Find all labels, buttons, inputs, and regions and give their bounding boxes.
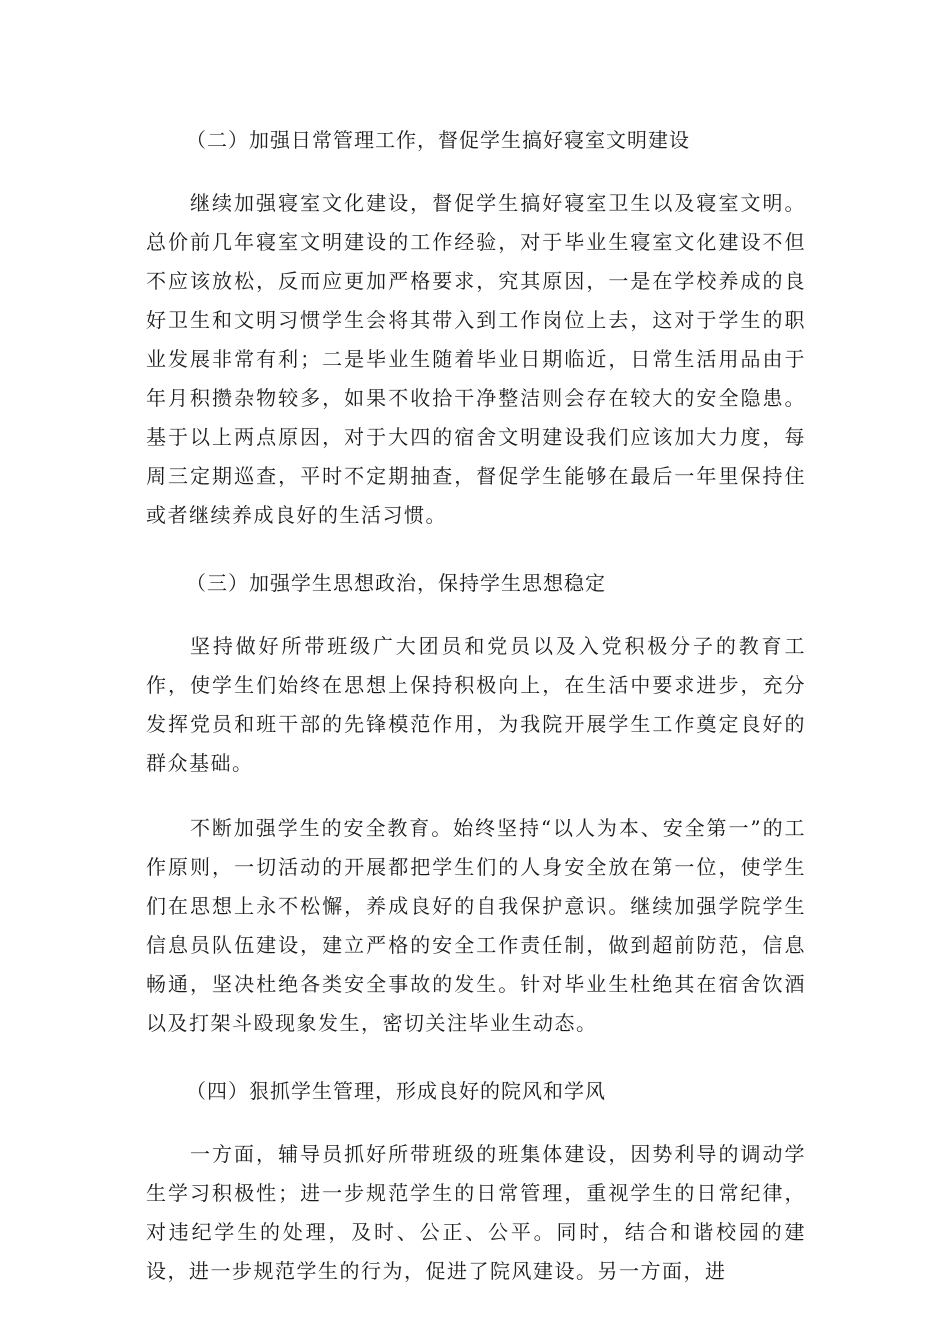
paragraph-student-management: 一方面，辅导员抓好所带班级的班集体建设，因势利导的调动学生学习积极性；进一步规范学生的日常管理，重视学生的日常纪律，对违纪学生的处理，及时、公正、公平。同时，结合和谐校园的建设，进一步规范学生的行为，促进了院风建设。另一方面，进 <box>146 1142 806 1283</box>
section-heading-4: （四）狠抓学生管理，形成良好的院风和学风 <box>186 1079 606 1103</box>
paragraph-dorm-culture: 继续加强寝室文化建设，督促学生搞好寝室卫生以及寝室文明。总价前几年寝室文明建设的工作经验，对于毕业生寝室文化建设不但不应该放松，反而应更加严格要求，究其原因，一是在学校养成的良好卫生和文明习惯学生会将其带入到工作岗位上去，这对于学生的职业发展非常有利；二是毕业生随着毕业日期临近，日常生活用品由于年月积攒杂物较多，如果不收拾干净整洁则会存在较大的安全隐患。基于以上两点原因，对于大四的宿舍文明建设我们应该加大力度，每周三定期巡查，平时不定期抽查，督促学生能够在最后一年里保持住或者继续养成良好的生活习惯。 <box>146 191 806 527</box>
paragraph-safety-education: 不断加强学生的安全教育。始终坚持“以人为本、安全第一”的工作原则，一切活动的开展都把学生们的人身安全放在第一位，使学生们在思想上永不松懈，养成良好的自我保护意识。继续加强学院学生信息员队伍建设，建立严格的安全工作责任制，做到超前防范，信息畅通，坚决杜绝各类安全事故的发生。针对毕业生杜绝其在宿舍饮酒以及打架斗殴现象发生，密切关注毕业生动态。 <box>146 816 806 1035</box>
section-heading-3: （三）加强学生思想政治，保持学生思想稳定 <box>186 571 606 595</box>
paragraph-party-education: 坚持做好所带班级广大团员和党员以及入党积极分子的教育工作，使学生们始终在思想上保持积极向上，在生活中要求进步，充分发挥党员和班干部的先锋模范作用，为我院开展学生工作奠定良好的群众基础。 <box>146 634 806 775</box>
section-heading-2: （二）加强日常管理工作，督促学生搞好寝室文明建设 <box>186 128 690 152</box>
document-body <box>146 118 806 1317</box>
